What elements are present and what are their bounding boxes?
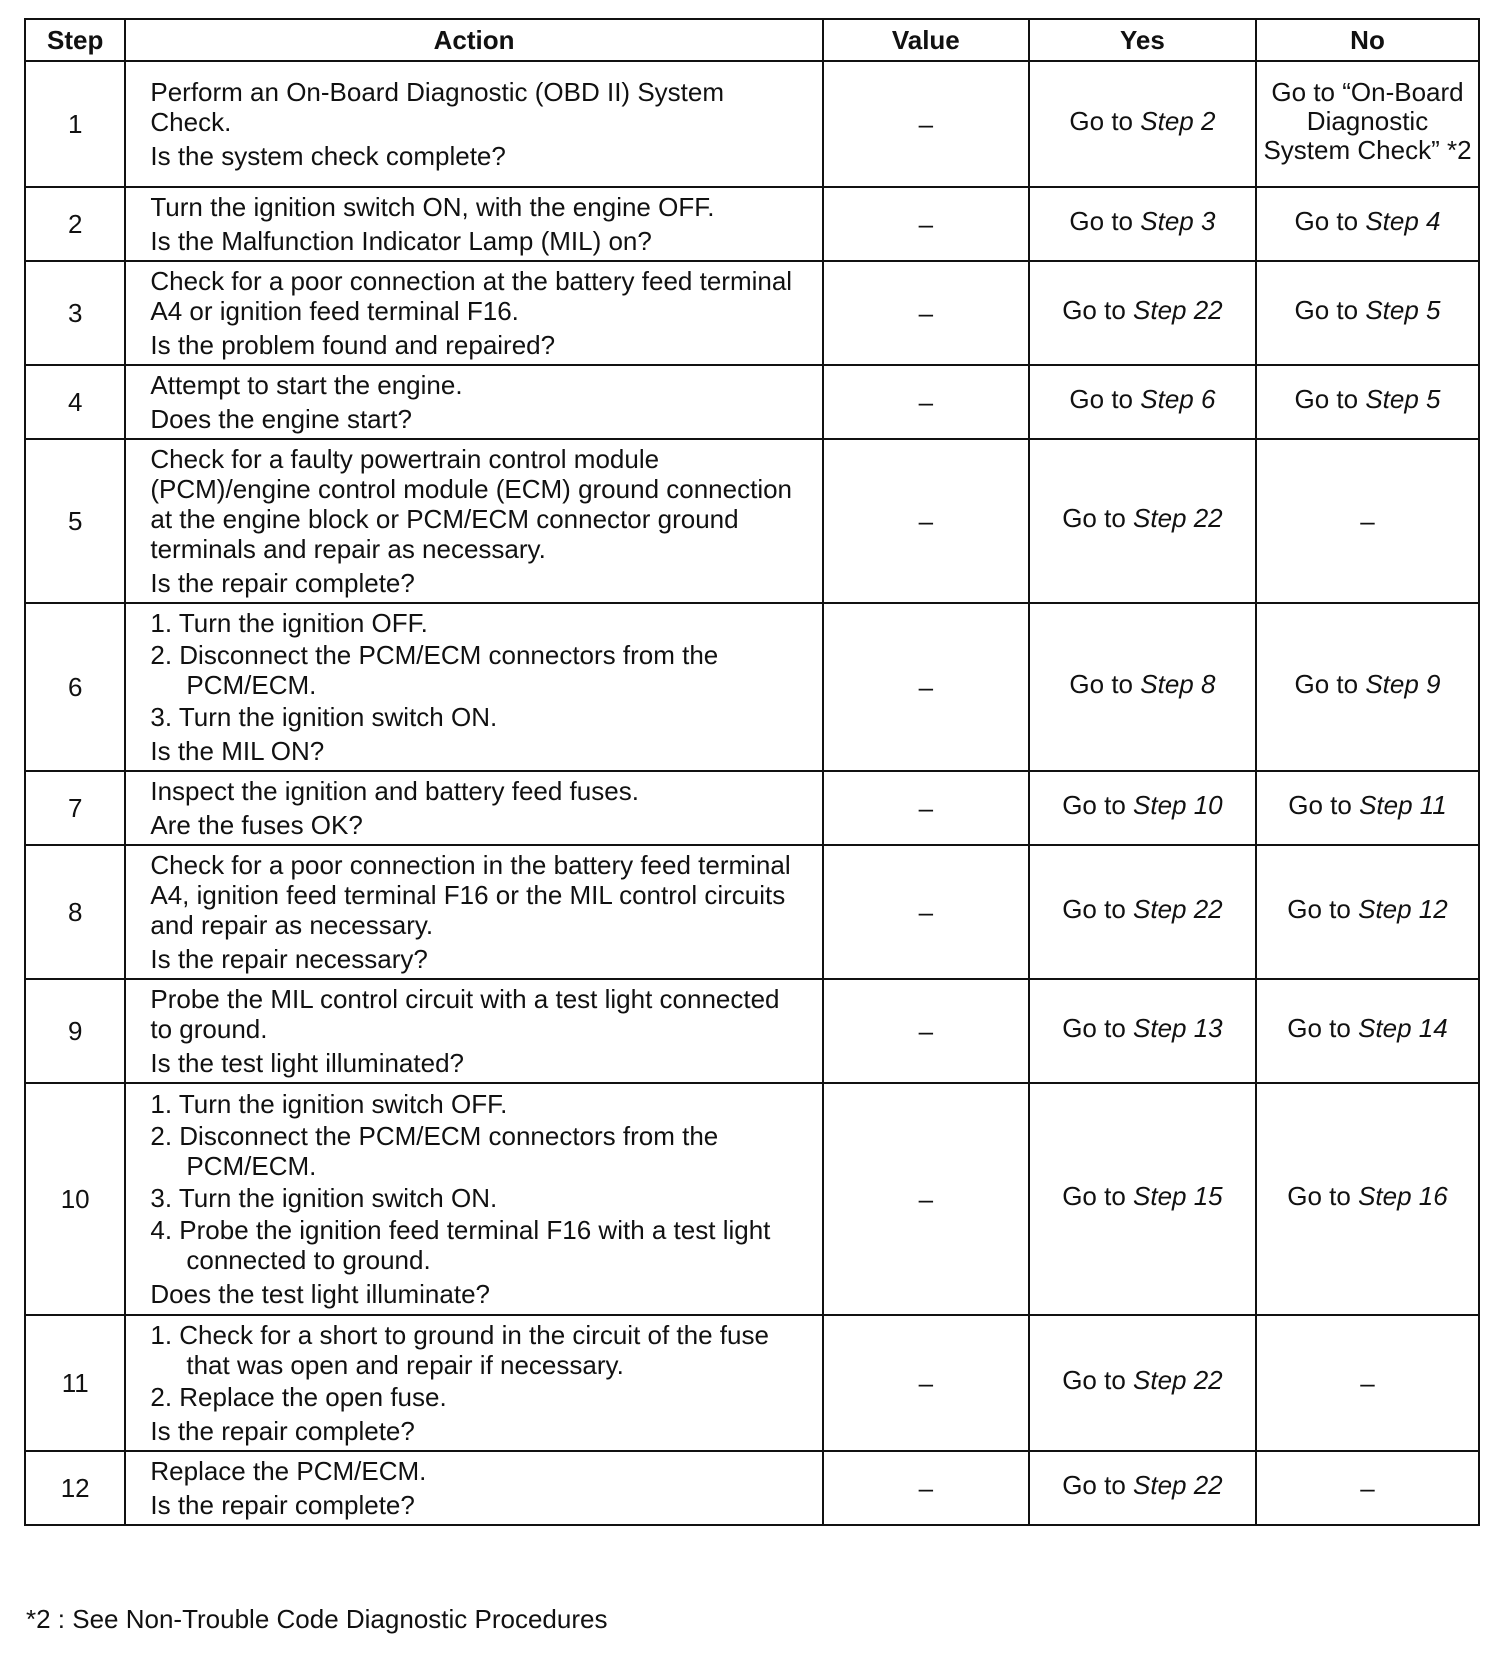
- yes-step-link: Step 22: [1133, 295, 1223, 325]
- action-cell: [125, 261, 822, 365]
- goto-label: Go to: [1288, 790, 1352, 820]
- action-cell: [125, 1315, 822, 1451]
- table-body: [25, 61, 1479, 1525]
- action-question: Is the system check complete?: [150, 141, 506, 171]
- yes-step-link: Step 22: [1133, 894, 1223, 924]
- yes-cell: [1029, 845, 1256, 979]
- table-row: [25, 603, 1479, 771]
- no-step-link: Step 5: [1365, 295, 1441, 325]
- step-number: 3: [25, 261, 125, 365]
- action-question: Is the Malfunction Indicator Lamp (MIL) on?: [150, 226, 652, 256]
- value-cell: –: [823, 261, 1029, 365]
- step-number: 8: [25, 845, 125, 979]
- action-cell: [125, 979, 822, 1083]
- yes-cell: [1029, 1083, 1256, 1315]
- action-cell: [125, 61, 822, 187]
- action-question: Does the engine start?: [150, 404, 412, 434]
- value-cell: –: [823, 1083, 1029, 1315]
- yes-step-link: Step 6: [1140, 384, 1216, 414]
- no-cell: [1256, 603, 1479, 771]
- yes-cell: [1029, 1315, 1256, 1451]
- no-step-link: Step 12: [1358, 894, 1448, 924]
- no-cell: –: [1256, 1315, 1479, 1451]
- step-number: 1: [25, 61, 125, 187]
- value-cell: –: [823, 603, 1029, 771]
- no-cell: [1256, 771, 1479, 845]
- goto-label: Go to: [1062, 1470, 1126, 1500]
- goto-label: Go to: [1062, 1365, 1126, 1395]
- value-cell: –: [823, 439, 1029, 603]
- step-number: 4: [25, 365, 125, 439]
- goto-label: Go to: [1287, 894, 1351, 924]
- action-text: Inspect the ignition and battery feed fuses.: [150, 776, 639, 806]
- goto-label: Go to: [1062, 295, 1126, 325]
- value-cell: –: [823, 1315, 1029, 1451]
- step-number: 12: [25, 1451, 125, 1525]
- header-value: Value: [823, 19, 1029, 61]
- step-number: 5: [25, 439, 125, 603]
- yes-step-link: Step 3: [1140, 206, 1216, 236]
- no-cell: –: [1256, 439, 1479, 603]
- action-question: Is the problem found and repaired?: [150, 330, 556, 360]
- table-row: [25, 261, 1479, 365]
- table-row: [25, 439, 1479, 603]
- action-question: Is the repair necessary?: [150, 944, 428, 974]
- action-cell: [125, 771, 822, 845]
- action-question: Is the repair complete?: [150, 1416, 415, 1446]
- action-cell: [125, 1083, 822, 1315]
- goto-label: Go to: [1287, 1013, 1351, 1043]
- action-list-item: 4. Probe the ignition feed terminal F16 with a test light connected to ground.: [150, 1215, 771, 1275]
- step-number: 10: [25, 1083, 125, 1315]
- table-row: [25, 365, 1479, 439]
- header-action: Action: [125, 19, 822, 61]
- table-row: [25, 1451, 1479, 1525]
- action-list-item: 2. Replace the open fuse.: [150, 1382, 447, 1412]
- no-cell: [1256, 979, 1479, 1083]
- action-question: Does the test light illuminate?: [150, 1279, 490, 1309]
- action-question: Is the repair complete?: [150, 568, 415, 598]
- header-step: Step: [25, 19, 125, 61]
- value-cell: –: [823, 771, 1029, 845]
- goto-label: Go to: [1062, 1013, 1126, 1043]
- goto-label: Go to: [1062, 503, 1126, 533]
- action-text: Turn the ignition switch ON, with the engine OFF.: [150, 192, 715, 222]
- table-row: [25, 187, 1479, 261]
- action-list-item: 1. Turn the ignition switch OFF.: [150, 1089, 508, 1119]
- table-header-row: [25, 19, 1479, 61]
- step-number: 11: [25, 1315, 125, 1451]
- step-number: 7: [25, 771, 125, 845]
- yes-step-link: Step 15: [1133, 1181, 1223, 1211]
- table-row: [25, 1315, 1479, 1451]
- action-question: Is the MIL ON?: [150, 736, 325, 766]
- goto-label: Go to: [1069, 106, 1134, 136]
- action-text: Check for a poor connection at the battery feed terminal A4 or ignition feed terminal F16.: [150, 266, 793, 326]
- table-row: [25, 979, 1479, 1083]
- action-text: Check for a poor connection in the battery feed terminal A4, ignition feed terminal F16 or the MIL control circuits and repair as necessary.: [150, 850, 791, 940]
- action-text: Check for a faulty powertrain control module (PCM)/engine control module (ECM) ground connection at the engine block or PCM/ECM connector ground terminals and repair as necessary.: [150, 444, 793, 564]
- no-step-link: Step 5: [1365, 384, 1441, 414]
- goto-label: Go to: [1287, 1181, 1351, 1211]
- goto-label: Go to: [1069, 384, 1134, 414]
- yes-cell: [1029, 603, 1256, 771]
- action-text: Probe the MIL control circuit with a test light connected to ground.: [150, 984, 780, 1044]
- no-step-link: Step 14: [1358, 1013, 1448, 1043]
- action-list-item: 1. Turn the ignition OFF.: [150, 608, 428, 638]
- step-number: 2: [25, 187, 125, 261]
- no-step-link: Step 16: [1358, 1181, 1448, 1211]
- value-cell: –: [823, 365, 1029, 439]
- action-list-item: 3. Turn the ignition switch ON.: [150, 1183, 498, 1213]
- value-cell: –: [823, 979, 1029, 1083]
- header-yes: Yes: [1029, 19, 1256, 61]
- yes-step-link: Step 22: [1133, 1365, 1223, 1395]
- goto-label: Go to: [1294, 669, 1359, 699]
- no-reference-text: Go to “On-Board Diagnostic System Check” *2: [1263, 76, 1472, 165]
- action-list-item: 3. Turn the ignition switch ON.: [150, 702, 498, 732]
- yes-cell: [1029, 261, 1256, 365]
- action-cell: [125, 439, 822, 603]
- action-cell: [125, 1451, 822, 1525]
- goto-label: Go to: [1062, 1181, 1126, 1211]
- diagnostic-table: [24, 18, 1480, 1526]
- no-step-link: Step 4: [1365, 206, 1441, 236]
- footnote: *2 : See Non-Trouble Code Diagnostic Procedures: [26, 1604, 608, 1634]
- goto-label: Go to: [1069, 206, 1134, 236]
- no-step-link: Step 9: [1365, 669, 1441, 699]
- no-cell: [1256, 261, 1479, 365]
- no-cell: [1256, 187, 1479, 261]
- step-number: 9: [25, 979, 125, 1083]
- table-row: [25, 845, 1479, 979]
- action-cell: [125, 603, 822, 771]
- action-list-item: 2. Disconnect the PCM/ECM connectors from the PCM/ECM.: [150, 1121, 719, 1181]
- yes-step-link: Step 8: [1140, 669, 1216, 699]
- no-cell: [1256, 365, 1479, 439]
- action-text: Perform an On-Board Diagnostic (OBD II) System Check.: [150, 77, 724, 137]
- value-cell: –: [823, 61, 1029, 187]
- header-no: No: [1256, 19, 1479, 61]
- no-cell: –: [1256, 1451, 1479, 1525]
- yes-cell: [1029, 979, 1256, 1083]
- action-text: Replace the PCM/ECM.: [150, 1456, 427, 1486]
- action-question: Is the test light illuminated?: [150, 1048, 464, 1078]
- no-step-link: Step 11: [1359, 790, 1447, 820]
- action-list-item: 1. Check for a short to ground in the circuit of the fuse that was open and repair if necessary.: [150, 1320, 769, 1380]
- yes-cell: [1029, 771, 1256, 845]
- yes-step-link: Step 22: [1133, 503, 1223, 533]
- no-cell: [1256, 1083, 1479, 1315]
- action-cell: [125, 365, 822, 439]
- yes-step-link: Step 10: [1133, 790, 1223, 820]
- action-text: Attempt to start the engine.: [150, 370, 463, 400]
- action-cell: [125, 845, 822, 979]
- value-cell: –: [823, 187, 1029, 261]
- table-row: [25, 61, 1479, 187]
- action-list-item: 2. Disconnect the PCM/ECM connectors from the PCM/ECM.: [150, 640, 719, 700]
- goto-label: Go to: [1294, 384, 1359, 414]
- yes-step-link: Step 2: [1140, 106, 1216, 136]
- goto-label: Go to: [1294, 295, 1359, 325]
- step-number: 6: [25, 603, 125, 771]
- table-row: [25, 1083, 1479, 1315]
- goto-label: Go to: [1294, 206, 1359, 236]
- no-cell: [1256, 61, 1479, 187]
- yes-step-link: Step 13: [1133, 1013, 1223, 1043]
- action-question: Are the fuses OK?: [150, 810, 363, 840]
- goto-label: Go to: [1062, 894, 1126, 924]
- value-cell: –: [823, 845, 1029, 979]
- yes-step-link: Step 22: [1133, 1470, 1223, 1500]
- yes-cell: [1029, 365, 1256, 439]
- yes-cell: [1029, 1451, 1256, 1525]
- table-row: [25, 771, 1479, 845]
- goto-label: Go to: [1062, 790, 1126, 820]
- value-cell: –: [823, 1451, 1029, 1525]
- yes-cell: [1029, 439, 1256, 603]
- goto-label: Go to: [1069, 669, 1134, 699]
- action-question: Is the repair complete?: [150, 1490, 415, 1520]
- action-cell: [125, 187, 822, 261]
- no-cell: [1256, 845, 1479, 979]
- yes-cell: [1029, 187, 1256, 261]
- yes-cell: [1029, 61, 1256, 187]
